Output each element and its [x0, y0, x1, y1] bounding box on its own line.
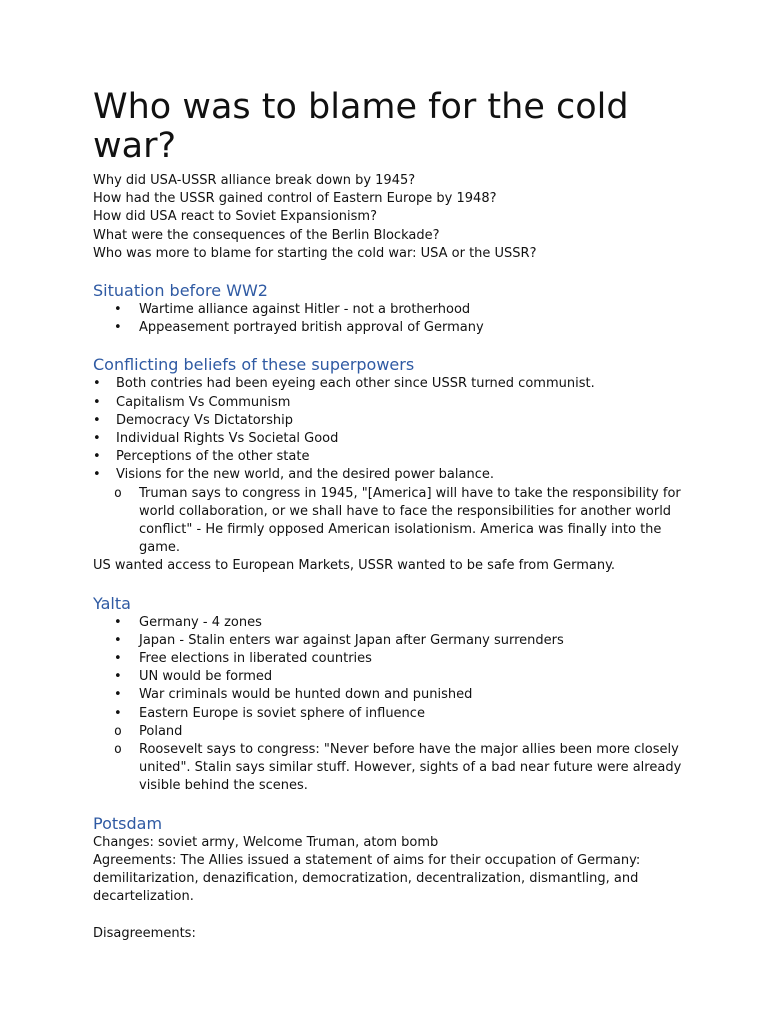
list-item-text: Capitalism Vs Communism [116, 394, 291, 410]
list-item [93, 650, 683, 668]
list-item-text: Democracy Vs Dictatorship [116, 412, 293, 428]
list-item-text: Eastern Europe is soviet sphere of influence [139, 705, 425, 721]
page-title: Who was to blame for the cold war? [93, 87, 629, 166]
document-body [93, 88, 683, 943]
list-item [93, 375, 683, 393]
bullet-icon: • [114, 614, 122, 630]
intro-question: How did USA react to Soviet Expansionism? [93, 209, 377, 225]
bullet-icon: • [114, 669, 122, 685]
sub-list-item [93, 723, 683, 741]
list-item-text: Japan - Stalin enters war against Japan after Germany surrenders [139, 632, 564, 648]
sub-list-item [93, 741, 683, 796]
list-item [93, 430, 683, 448]
potsdam-disagreements: Disagreements: [93, 925, 196, 941]
list-item-text: War criminals would be hunted down and punished [139, 687, 473, 703]
potsdam-agreements: Agreements: The Allies issued a statement of aims for their occupation of Germany: demilitarization, denazification, democratization, decentralization, dismantling, and decartelization. [93, 852, 641, 905]
bullet-icon: • [114, 320, 122, 336]
paragraph-spacer [93, 907, 683, 925]
beliefs-list [93, 375, 683, 557]
list-item [93, 686, 683, 704]
bullet-icon: • [93, 431, 101, 447]
list-item [93, 466, 683, 484]
list-item [93, 668, 683, 686]
list-item [93, 614, 683, 632]
list-item [93, 448, 683, 466]
list-item-text: Individual Rights Vs Societal Good [116, 431, 339, 447]
section-heading-yalta: Yalta [93, 593, 131, 613]
section-heading-potsdam: Potsdam [93, 813, 163, 833]
list-item-text: Free elections in liberated countries [139, 651, 372, 667]
list-item-text: Wartime alliance against Hitler - not a brotherhood [139, 302, 471, 318]
list-item-text: Visions for the new world, and the desired power balance. [116, 467, 494, 483]
bullet-icon: • [93, 412, 101, 428]
circle-bullet-icon: o [114, 485, 122, 501]
sub-list-item [93, 485, 683, 558]
list-item-text: Perceptions of the other state [116, 449, 310, 465]
circle-bullet-icon: o [114, 723, 122, 739]
bullet-icon: • [114, 651, 122, 667]
list-item [93, 394, 683, 412]
bullet-icon: • [93, 449, 101, 465]
list-item-text: Germany - 4 zones [139, 614, 262, 630]
list-item [93, 319, 683, 337]
list-item-text: Truman says to congress in 1945, "[America] will have to take the responsibility for world collaboration, or we shall have to face the responsibilities for another world conflict" - He firmly opposed American isolationism. America was finally into the game. [139, 485, 681, 556]
bullet-icon: • [93, 376, 101, 392]
potsdam-changes: Changes: soviet army, Welcome Truman, atom bomb [93, 834, 439, 850]
intro-questions [93, 172, 683, 263]
list-item-text: Both contries had been eyeing each other since USSR turned communist. [116, 376, 595, 392]
section-heading-situation: Situation before WW2 [93, 281, 268, 301]
list-item [93, 705, 683, 723]
list-item [93, 632, 683, 650]
intro-question: Why did USA-USSR alliance break down by 1945? [93, 173, 416, 188]
bullet-icon: • [114, 632, 122, 648]
bullet-icon: • [114, 687, 122, 703]
bullet-icon: • [114, 302, 122, 318]
intro-question: How had the USSR gained control of Eastern Europe by 1948? [93, 191, 497, 207]
bullet-icon: • [93, 394, 101, 410]
list-item-text: Poland [139, 723, 183, 739]
closing-line: US wanted access to European Markets, USSR wanted to be safe from Germany. [93, 558, 616, 574]
intro-question: What were the consequences of the Berlin Blockade? [93, 227, 440, 243]
intro-question: Who was more to blame for starting the cold war: USA or the USSR? [93, 245, 537, 261]
list-item-text: Appeasement portrayed british approval of Germany [139, 320, 484, 336]
list-item [93, 412, 683, 430]
circle-bullet-icon: o [114, 742, 122, 758]
list-item [93, 301, 683, 319]
section-heading-conflicting-beliefs: Conflicting beliefs of these superpowers [93, 355, 415, 375]
bullet-icon: • [114, 705, 122, 721]
bullet-icon: • [93, 467, 101, 483]
situation-list [93, 301, 683, 337]
list-item-text: UN would be formed [139, 669, 273, 685]
list-item-text: Roosevelt says to congress: "Never before have the major allies been more closely united". Stalin says similar stuff. However, sights of a bad near future were already visible behind the scenes. [139, 742, 682, 794]
yalta-list [93, 614, 683, 796]
